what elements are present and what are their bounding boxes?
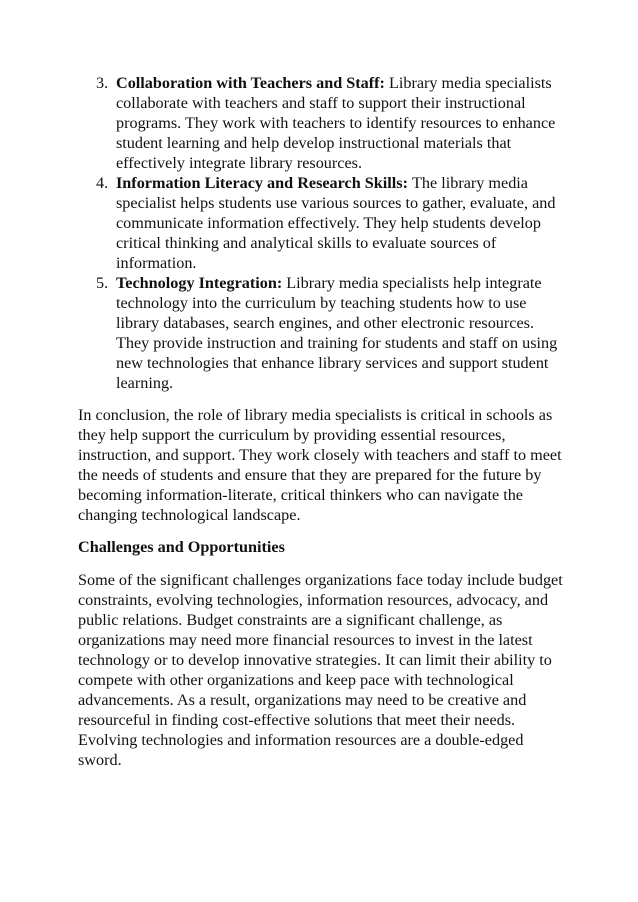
document-page <box>78 73 568 770</box>
list-item-text: Library media specialists collaborate with teachers and staff to support their instructional programs. They work with teachers to identify resources to enhance student learning and help develop instructional materials that effectively integrate library resources. <box>116 74 556 172</box>
section-heading: Challenges and Opportunities <box>78 538 285 556</box>
numbered-list <box>78 73 568 393</box>
list-item-text: The library media specialist helps students use various sources to gather, evaluate, and communicate information effectively. They help students develop critical thinking and analytical skills to evaluate sources of information. <box>116 174 556 272</box>
list-item <box>78 273 568 393</box>
list-item <box>78 73 568 173</box>
list-item-text: Library media specialists help integrate technology into the curriculum by teaching students how to use library databases, search engines, and other electronic resources. They provide instruction and training for students and staff on using new technologies that enhance library services and support student learning. <box>116 274 558 392</box>
list-item-number: 3. <box>96 74 109 92</box>
conclusion-paragraph: In conclusion, the role of library media specialists is critical in schools as they help support the curriculum by providing essential resources, instruction, and support. They work closely with teachers and staff to meet the needs of students and ensure that they are prepared for the future by becoming information-literate, critical thinkers who can navigate the changing technological landscape. <box>78 406 562 524</box>
list-item <box>78 173 568 273</box>
list-item-lead: Collaboration with Teachers and Staff: <box>116 74 389 92</box>
list-item-number: 4. <box>96 174 109 192</box>
section-body-paragraph: Some of the significant challenges organizations face today include budget constraints, evolving technologies, information resources, advocacy, and public relations. Budget constraints are a significant challenge, as organizations may need more financial resources to invest in the latest technology or to develop innovative strategies. It can limit their ability to compete with other organizations and keep pace with technological advancements. As a result, organizations may need to be creative and resourceful in finding cost-effective solutions that meet their needs. Evolving technologies and information resources are a double-edged sword. <box>78 571 563 769</box>
list-item-lead: Information Literacy and Research Skills: <box>116 174 413 192</box>
list-item-lead: Technology Integration: <box>116 274 287 292</box>
list-item-number: 5. <box>96 274 109 292</box>
